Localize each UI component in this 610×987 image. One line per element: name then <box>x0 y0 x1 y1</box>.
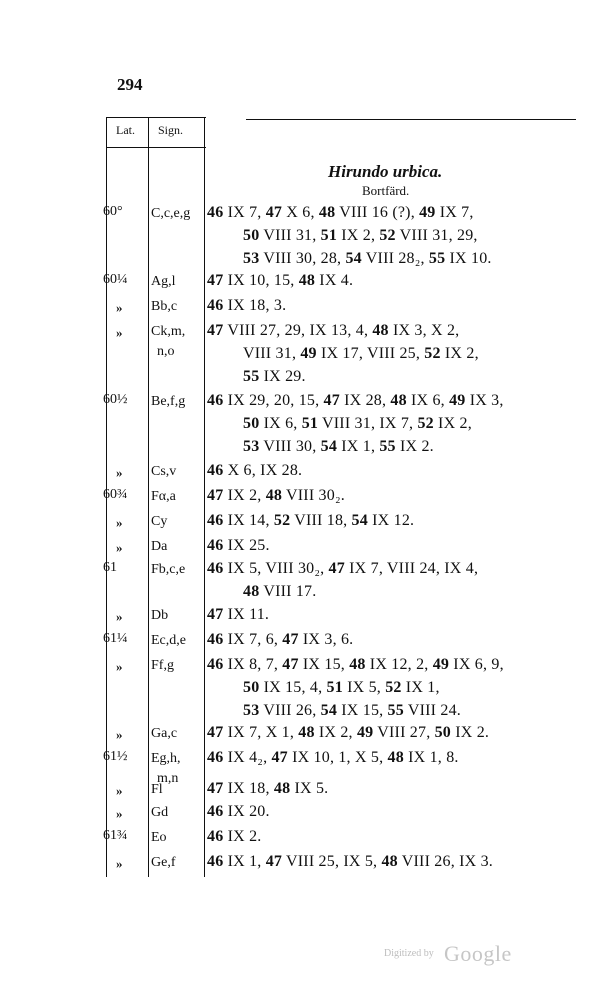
observation-line: 46 IX 8, 7, 47 IX 15, 48 IX 12, 2, 49 IX 6, 9, <box>207 656 504 673</box>
latitude-cell: 61¾ <box>103 828 128 843</box>
sign-cell: Fl <box>151 782 163 797</box>
sign-cell: Gd <box>151 805 169 820</box>
latitude-cell: 61¼ <box>103 631 128 646</box>
sign-cell: Fα,a <box>151 489 176 504</box>
latitude-cell: » <box>116 515 123 530</box>
sign-cell: Ec,d,e <box>151 633 186 648</box>
column-header-lat: Lat. <box>116 123 135 137</box>
observation-line: 46 IX 20. <box>207 803 270 820</box>
observation-line: 46 IX 29, 20, 15, 47 IX 28, 48 IX 6, 49 IX 3, <box>207 392 504 409</box>
latitude-cell: » <box>116 659 123 674</box>
latitude-cell: 60¼ <box>103 272 128 287</box>
watermark-digitized: Digitized by <box>384 948 434 959</box>
observation-line: 47 IX 2, 48 VIII 30₂. <box>207 487 345 504</box>
observation-line: 47 IX 11. <box>207 606 270 623</box>
observation-line: 48 VIII 17. <box>243 583 317 600</box>
latitude-cell: 61½ <box>103 749 128 764</box>
observation-line: 46 IX 2. <box>207 828 262 845</box>
observation-line: 46 IX 14, 52 VIII 18, 54 IX 12. <box>207 512 415 529</box>
species-title: Hirundo urbica. <box>328 162 443 181</box>
observation-line: 55 IX 29. <box>243 368 306 385</box>
latitude-cell: » <box>116 325 123 340</box>
latitude-cell: » <box>116 540 123 555</box>
sign-cell: Fb,c,e <box>151 562 186 577</box>
page-number: 294 <box>117 75 143 94</box>
latitude-cell: » <box>116 783 123 798</box>
observation-line: 46 IX 25. <box>207 537 270 554</box>
sign-cell: Eo <box>151 830 167 845</box>
latitude-cell: » <box>116 465 123 480</box>
table-top-rule-right <box>246 119 576 120</box>
observation-line: 46 IX 1, 47 VIII 25, IX 5, 48 VIII 26, IX 3. <box>207 853 493 870</box>
observation-line: VIII 31, 49 IX 17, VIII 25, 52 IX 2, <box>243 345 479 362</box>
sign-cell: Ag,l <box>151 274 176 289</box>
observation-line: 46 IX 7, 47 X 6, 48 VIII 16 (?), 49 IX 7, <box>207 204 474 221</box>
observation-line: 50 IX 15, 4, 51 IX 5, 52 IX 1, <box>243 679 440 696</box>
watermark-google-logo: Google <box>444 941 512 966</box>
sign-cell: Ga,c <box>151 726 178 741</box>
column-line-right <box>204 117 205 877</box>
latitude-cell: 61 <box>103 560 117 575</box>
sign-cell: C,c,e,g <box>151 206 191 221</box>
sign-cell: Da <box>151 539 168 554</box>
sign-cell: n,o <box>157 344 175 359</box>
observation-line: 47 VIII 27, 29, IX 13, 4, 48 IX 3, X 2, <box>207 322 460 339</box>
sign-cell: Ck,m, <box>151 324 186 339</box>
observation-line: 50 VIII 31, 51 IX 2, 52 VIII 31, 29, <box>243 227 478 244</box>
latitude-cell: 60° <box>103 204 123 219</box>
latitude-cell: » <box>116 300 123 315</box>
sign-cell: Bb,c <box>151 299 178 314</box>
observation-line: 46 X 6, IX 28. <box>207 462 303 479</box>
latitude-cell: » <box>116 856 123 871</box>
sign-cell: Ff,g <box>151 658 174 673</box>
latitude-cell: 60½ <box>103 392 128 407</box>
sign-cell: Cs,v <box>151 464 177 479</box>
observation-line: 53 VIII 30, 28, 54 VIII 28₂, 55 IX 10. <box>243 250 492 267</box>
latitude-cell: 60¾ <box>103 487 128 502</box>
observation-line: 53 VIII 30, 54 IX 1, 55 IX 2. <box>243 438 434 455</box>
observation-line: 53 VIII 26, 54 IX 15, 55 VIII 24. <box>243 702 462 719</box>
column-header-sign: Sign. <box>158 123 184 137</box>
table-top-rule-left <box>106 117 206 118</box>
observation-line: 46 IX 5, VIII 30₂, 47 IX 7, VIII 24, IX 4, <box>207 560 479 577</box>
observation-line: 46 IX 7, 6, 47 IX 3, 6. <box>207 631 354 648</box>
observation-line: 47 IX 18, 48 IX 5. <box>207 780 329 797</box>
sign-cell: Ge,f <box>151 855 176 870</box>
column-line-middle <box>148 117 149 877</box>
observation-line: 50 IX 6, 51 VIII 31, IX 7, 52 IX 2, <box>243 415 472 432</box>
latitude-cell: » <box>116 806 123 821</box>
observation-line: 47 IX 7, X 1, 48 IX 2, 49 VIII 27, 50 IX 2. <box>207 724 490 741</box>
sign-cell: Eg,h, <box>151 751 181 766</box>
sign-cell: Be,f,g <box>151 394 186 409</box>
observation-line: 46 IX 4₂, 47 IX 10, 1, X 5, 48 IX 1, 8. <box>207 749 459 766</box>
section-subtitle: Bortfärd. <box>362 183 410 198</box>
observation-line: 47 IX 10, 15, 48 IX 4. <box>207 272 354 289</box>
header-divider <box>106 147 206 148</box>
latitude-cell: » <box>116 609 123 624</box>
observation-line: 46 IX 18, 3. <box>207 297 287 314</box>
sign-cell: Db <box>151 608 169 623</box>
sign-cell: Cy <box>151 514 168 529</box>
latitude-cell: » <box>116 727 123 742</box>
sign-cell: m,n <box>157 771 179 786</box>
